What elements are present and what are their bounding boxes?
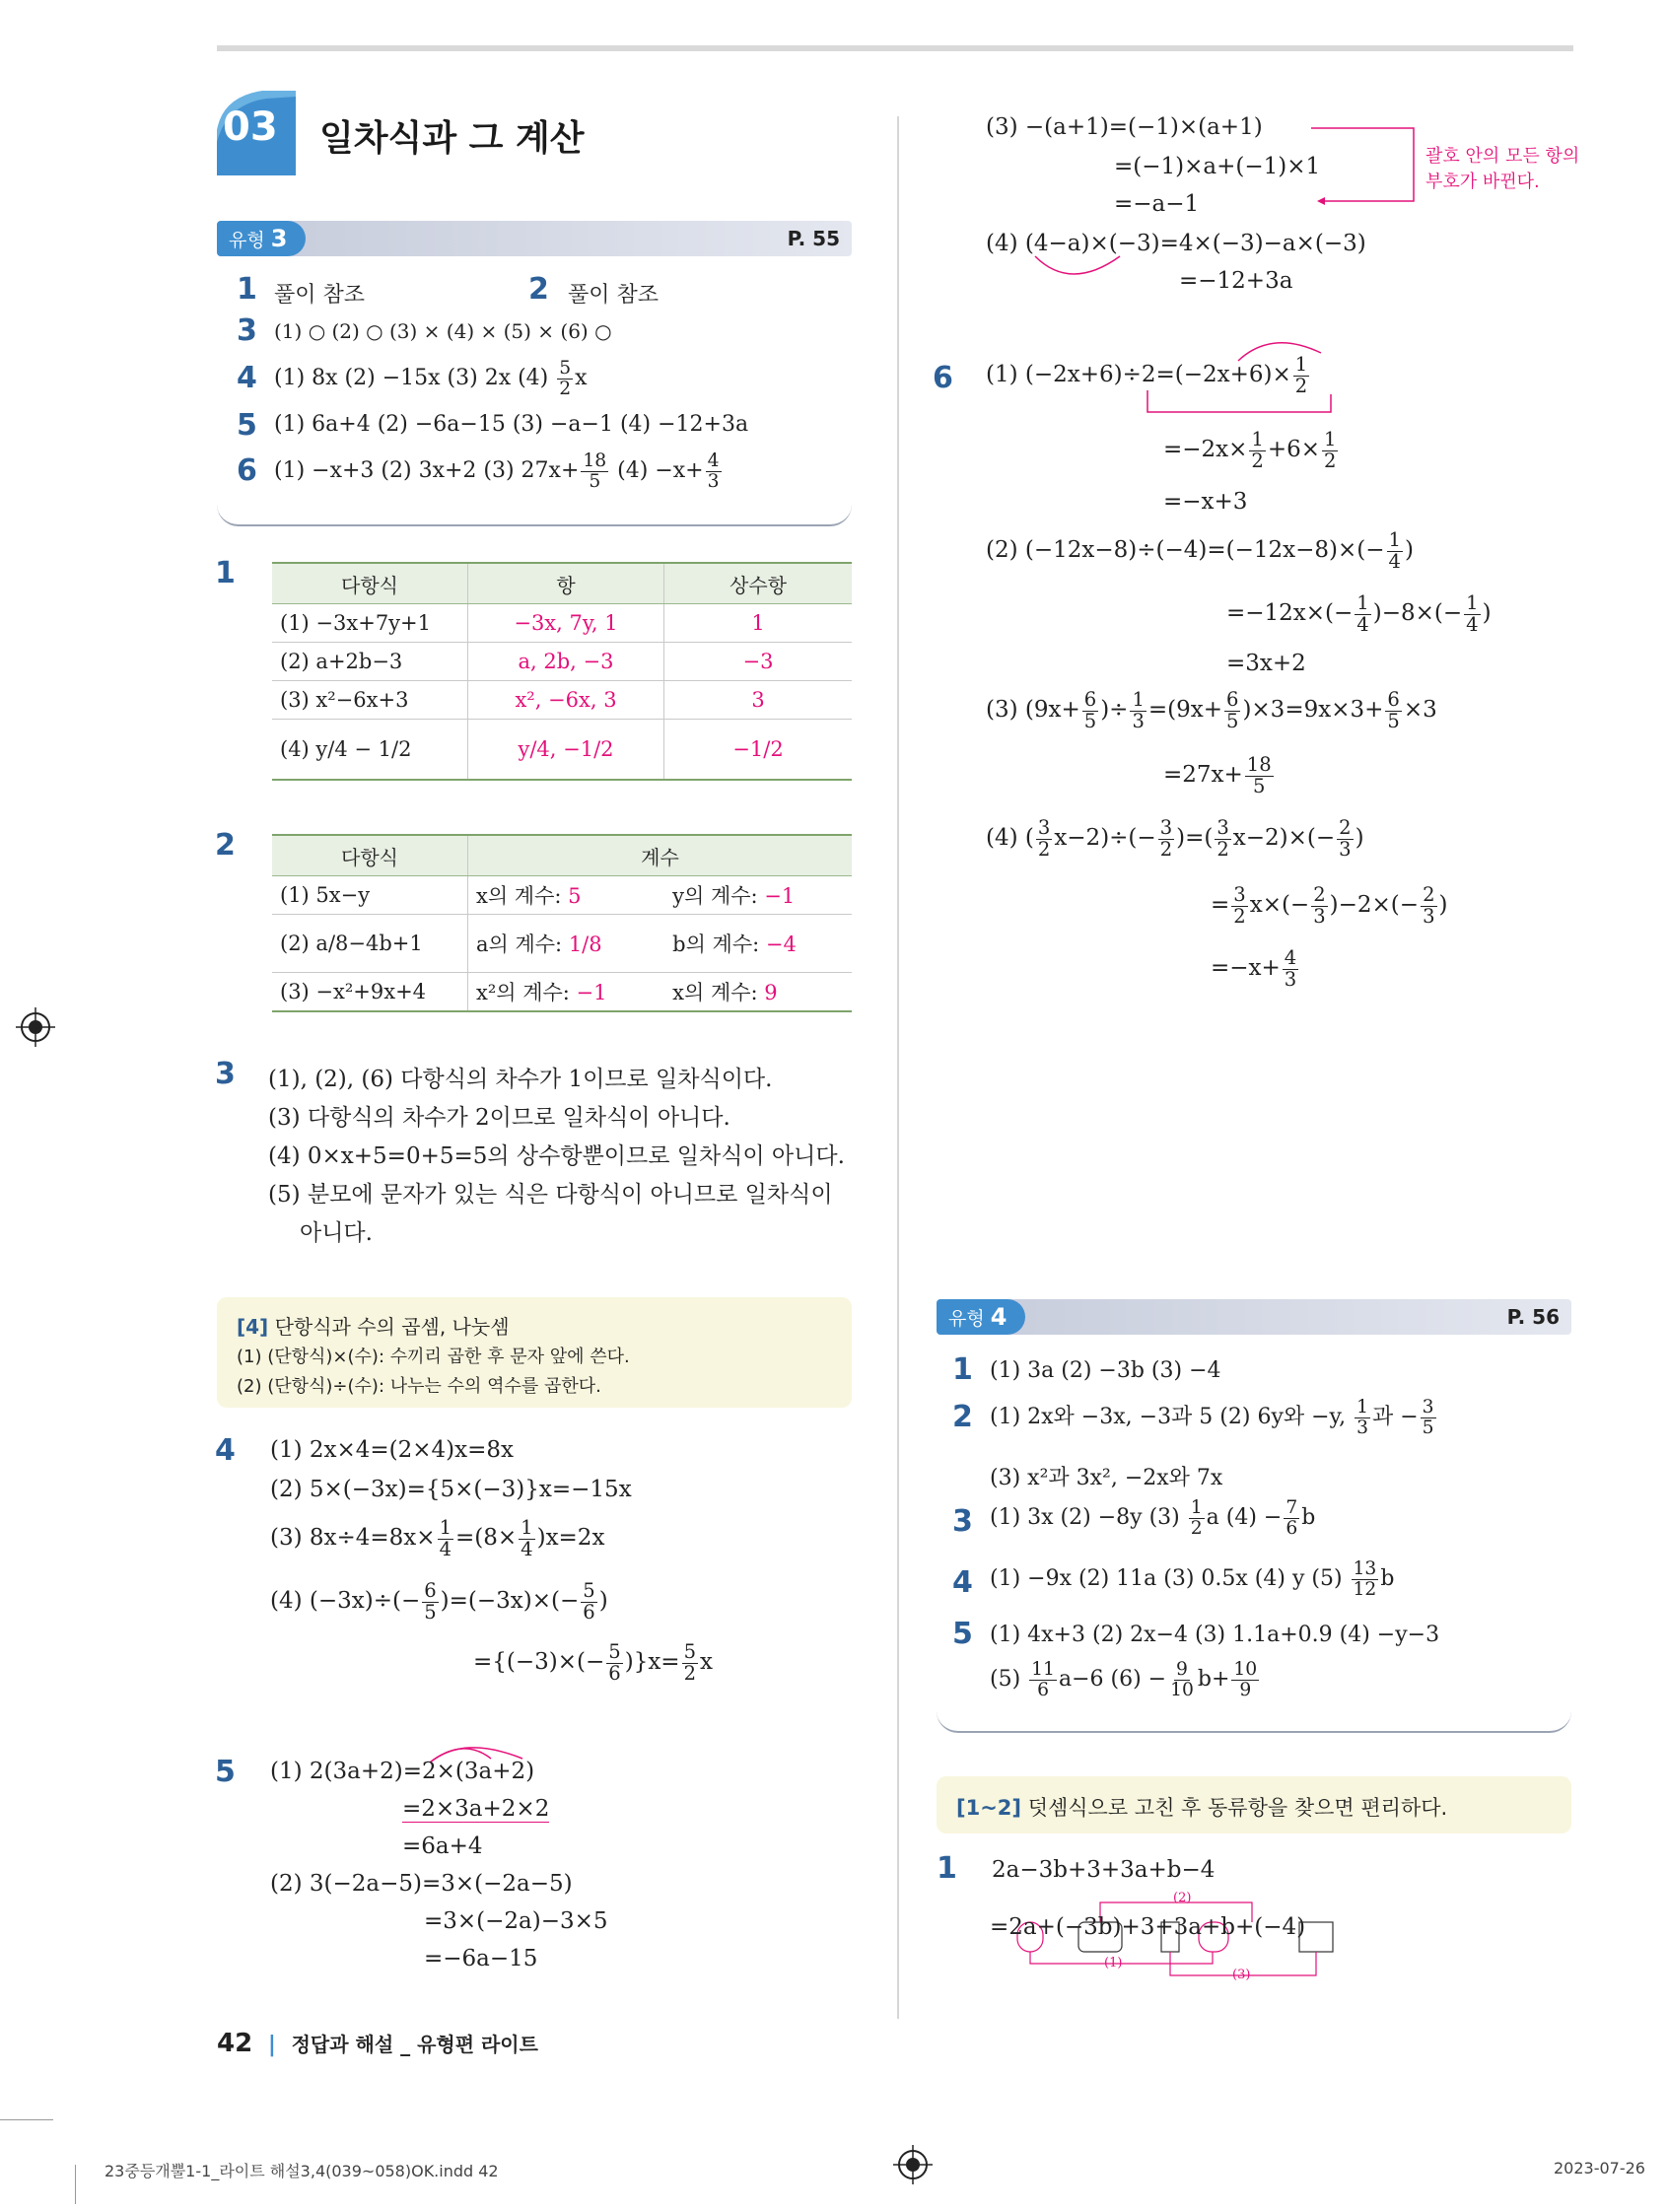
q5-line: (2) 3(−2a−5)=3×(−2a−5) <box>270 1871 573 1897</box>
answer-text: (5) $\frac{11}{6}$ a−6 (6) − $\frac{9}{10}$ b+ $\frac{10}{9}$ <box>990 1659 1258 1700</box>
answer-text: (1) −x+3 (2) 3x+2 (3) 27x+ $\frac{18}{5}$ (4) −x+ $\frac{4}{3}$ <box>274 450 720 492</box>
answer-number: 2 <box>528 272 549 307</box>
type-badge: 유형 4 <box>937 1299 1025 1335</box>
q6-line: =−x+3 <box>1163 489 1248 515</box>
q6-line: (2) (−12x−8)÷(−4)=(−12x−8)×(− $\frac{1}{4}$ ) <box>986 528 1414 573</box>
registration-mark-icon <box>16 1007 55 1047</box>
q4-line: (1) 2x×4=(2×4)x=8x <box>270 1437 515 1463</box>
top-rule <box>217 45 1573 51</box>
print-date: 2023-07-26 <box>1554 2159 1645 2177</box>
crop-mark <box>0 2119 53 2120</box>
type-page-ref: P. 55 <box>787 227 840 250</box>
answer-number: 1 <box>237 272 257 307</box>
table-header: 계수 <box>468 835 853 876</box>
page-number: 42 <box>217 2029 253 2058</box>
answer-text: (3) x²과 3x², −2x와 7x <box>990 1466 1223 1490</box>
answer-number: 1 <box>952 1352 973 1387</box>
q5-line: =−6a−15 <box>424 1946 538 1971</box>
answer-text: (1) 8x (2) −15x (3) 2x (4) $\frac{5}{2}$ x <box>274 358 588 399</box>
q6-line: =3x+2 <box>1226 651 1306 676</box>
question-number: 1 <box>937 1851 957 1886</box>
table-row: (3) x²−6x+3 x², −6x, 3 3 <box>272 681 852 720</box>
q6-line: (1) (−2x+6)÷2=(−2x+6)× $\frac{1}{2}$ <box>986 353 1308 397</box>
q6-line: =−x+ $\frac{4}{3}$ <box>1211 946 1297 991</box>
answer-number: 5 <box>952 1617 973 1651</box>
table-row: (4) y/4 − 1/2 y/4, −1/2 −1/2 <box>272 720 852 781</box>
expansion-line: (3) −(a+1)=(−1)×(a+1) <box>986 114 1263 140</box>
answer-text: (1) −9x (2) 11a (3) 0.5x (4) y (5) $\frac{13}{12}$ b <box>990 1558 1395 1600</box>
tip-box: [4] 단항식과 수의 곱셈, 나눗셈 (1) (단항식)×(수): 수끼리 곱한 후 문자 앞에 쓴다. (2) (단항식)÷(수): 나누는 수의 역수를 곱한다. <box>217 1297 852 1408</box>
expansion-line: =−a−1 <box>1114 191 1200 217</box>
group-label: (3) <box>1232 1968 1251 1982</box>
type-4-answers <box>937 1337 1571 1733</box>
expansion-line: =(−1)×a+(−1)×1 <box>1114 154 1321 179</box>
q6-line: (3) (9x+ $\frac{6}{5}$ )÷ $\frac{1}{3}$ =(9x+ $\frac{6}{5}$ )×3=9x×3+ $\frac{6}{5}$ ×3 <box>986 688 1437 732</box>
q6-line: =27x+ $\frac{18}{5}$ <box>1163 753 1272 797</box>
section-title: 일차식과 그 계산 <box>319 118 585 159</box>
registration-mark-icon <box>893 2145 933 2184</box>
terms-table <box>272 562 852 781</box>
expansion-line: (4) (4−a)×(−3)=4×(−3)−a×(−3) <box>986 231 1366 256</box>
q6-line: =−2x× $\frac{1}{2}$ +6× $\frac{1}{2}$ <box>1163 428 1337 472</box>
division-bracket-icon <box>1144 390 1341 418</box>
print-file-info: 23중등개뿔1-1_라이트 해설3,4(039~058)OK.indd 42 <box>104 2162 499 2180</box>
q6-line: =−12x×(− $\frac{1}{4}$ )−8×(− $\frac{1}{4}$ ) <box>1226 591 1492 636</box>
grouping-line: 2a−3b+3+3a+b−4 <box>992 1857 1216 1883</box>
table-header: 항 <box>468 563 664 604</box>
q6-line: (4) ( $\frac{3}{2}$ x−2)÷(− $\frac{3}{2}$ )=( $\frac{3}{2}$ x−2)×(− $\frac{2}{3}$ ) <box>986 816 1364 861</box>
answer-text: 풀이 참조 <box>568 283 660 308</box>
question-number: 2 <box>215 828 236 863</box>
table-row: (1) 5x−y x의 계수: 5 y의 계수: −1 <box>272 876 852 915</box>
answer-number: 5 <box>237 408 257 443</box>
q5-line: =3×(−2a)−3×5 <box>424 1908 608 1934</box>
answer-number: 4 <box>237 361 257 395</box>
answer-number: 2 <box>952 1400 973 1434</box>
q6-line: = $\frac{3}{2}$ x×(− $\frac{2}{3}$ )−2×(− $\frac{2}{3}$ ) <box>1211 883 1448 928</box>
coefficient-table <box>272 834 852 1012</box>
type-3-header <box>217 221 852 256</box>
q4-line: (3) 8x÷4=8x× $\frac{1}{4}$ =(8× $\frac{1}{4}$ )x=2x <box>270 1516 605 1560</box>
answer-text: (1) ○ (2) ○ (3) × (4) × (5) × (6) ○ <box>274 319 612 343</box>
answer-text: (1) 2x와 −3x, −3과 5 (2) 6y와 −y, $\frac{1}{3}$ 과 − $\frac{3}{5}$ <box>990 1397 1434 1438</box>
table-header: 상수항 <box>664 563 853 604</box>
answer-text: (1) 3a (2) −3b (3) −4 <box>990 1358 1221 1383</box>
table-header: 다항식 <box>272 563 468 604</box>
type-4-header <box>937 1299 1571 1335</box>
q5-line: =2×3a+2×2 <box>402 1796 550 1822</box>
group-label: (1) <box>1104 1956 1123 1970</box>
callout-bracket-icon <box>1301 124 1420 207</box>
footer-title: 정답과 해설 _ 유형편 라이트 <box>291 2033 538 2056</box>
group-label: (2) <box>1173 1891 1192 1905</box>
answer-text: (1) 3x (2) −8y (3) $\frac{1}{2}$ a (4) − $\frac{7}{6}$ b <box>990 1497 1316 1539</box>
q4-line: (4) (−3x)÷(− $\frac{6}{5}$ )=(−3x)×(− $\frac{5}{6}$ ) <box>270 1579 608 1624</box>
callout-text: 괄호 안의 모든 항의 부호가 바뀐다. <box>1425 146 1580 192</box>
q5-line: =6a+4 <box>402 1833 483 1859</box>
question-number: 3 <box>215 1057 236 1091</box>
answer-number: 3 <box>952 1504 973 1539</box>
answer-text: (1) 6a+4 (2) −6a−15 (3) −a−1 (4) −12+3a <box>274 412 749 437</box>
table-header: 다항식 <box>272 835 468 876</box>
page-footer: 42 | 정답과 해설 _ 유형편 라이트 <box>217 2029 538 2058</box>
section-number: 03 <box>223 104 278 150</box>
grouping-line: =2a+(−3b)+3+3a+b+(−4) <box>990 1914 1306 1940</box>
answer-text: 풀이 참조 <box>274 283 366 308</box>
question-number: 4 <box>215 1433 236 1468</box>
table-row: (2) a/8−4b+1 a의 계수: 1/8 b의 계수: −4 <box>272 915 852 973</box>
q4-line: ={(−3)×(− $\frac{5}{6}$ )}x= $\frac{5}{2}$ x <box>473 1640 713 1685</box>
tip-box: [1~2] 덧셈식으로 고친 후 동류항을 찾으면 편리하다. <box>937 1776 1571 1833</box>
q3-explanation: (1), (2), (6) 다항식의 차수가 1이므로 일차식이다. (3) 다항식의 차수가 2이므로 일차식이 아니다. (4) 0×x+5=0+5=5의 상수항뿐이므로 일차식이 아니다. (5) 분모에 문자가 있는 식은 다항식이 아니므로 일차식이 아니다. <box>268 1067 845 1246</box>
expansion-line: =−12+3a <box>1179 268 1293 294</box>
answer-text: (1) 4x+3 (2) 2x−4 (3) 1.1a+0.9 (4) −y−3 <box>990 1623 1440 1647</box>
crop-mark <box>75 2165 76 2204</box>
answer-number: 4 <box>952 1565 973 1600</box>
type-page-ref: P. 56 <box>1506 1305 1560 1329</box>
distribution-arrow-icon <box>1031 252 1130 288</box>
question-number: 6 <box>933 361 953 395</box>
q4-line: (2) 5×(−3x)={5×(−3)}x=−15x <box>270 1477 632 1502</box>
table-row: (2) a+2b−3 a, 2b, −3 −3 <box>272 643 852 681</box>
question-number: 1 <box>215 556 236 590</box>
table-row: (1) −3x+7y+1 −3x, 7y, 1 1 <box>272 604 852 643</box>
q5-line: (1) 2(3a+2)=2×(3a+2) <box>270 1759 535 1784</box>
answer-number: 6 <box>237 453 257 488</box>
table-row: (3) −x²+9x+4 x²의 계수: −1 x의 계수: 9 <box>272 973 852 1012</box>
answer-number: 3 <box>237 313 257 348</box>
type-3-answers <box>217 258 852 526</box>
column-divider <box>897 116 899 2019</box>
question-number: 5 <box>215 1755 236 1789</box>
type-badge: 유형 3 <box>217 221 306 256</box>
